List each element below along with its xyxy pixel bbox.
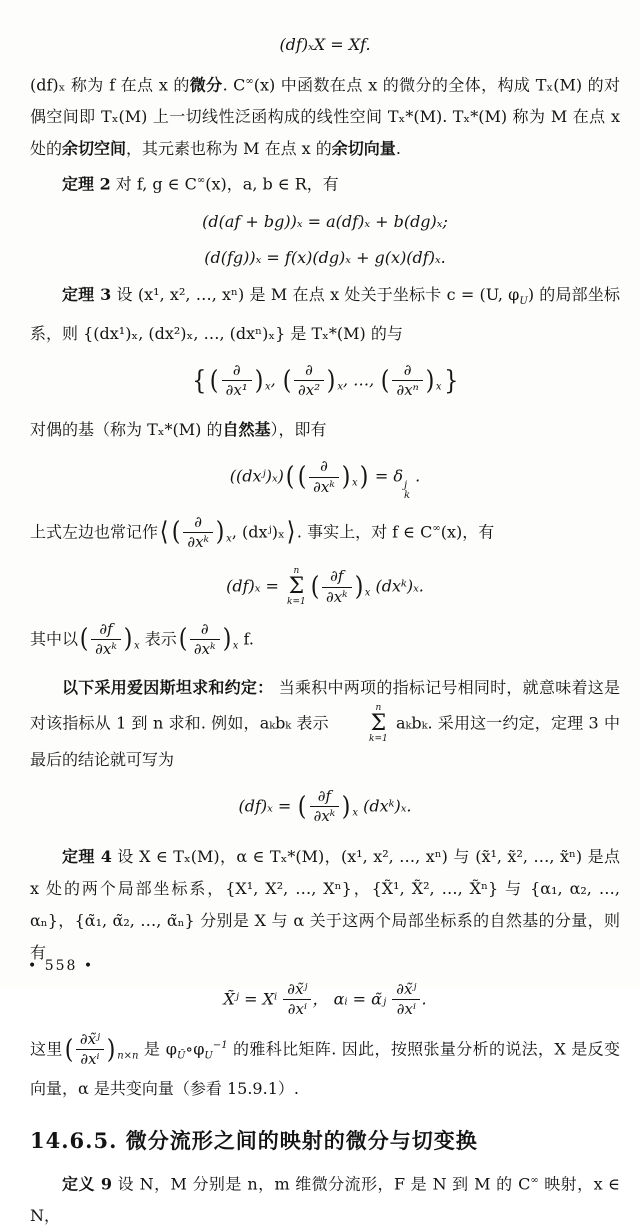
big-delimiter: ) xyxy=(341,462,351,493)
text-run: X̃ʲ = Xⁱ xyxy=(223,988,283,1008)
big-delimiter: ) xyxy=(359,462,369,493)
subscript: x xyxy=(435,381,442,393)
subscript: x xyxy=(134,640,140,652)
big-delimiter: ( xyxy=(210,365,219,396)
big-delimiter: ( xyxy=(64,1034,74,1065)
text-run: 设 X ∈ Tₓ(M)，α ∈ Tₓ*(M)，(x¹, x², …, xⁿ) 与 (x̃¹, x̃², …, x̃ⁿ) 是点 x 处的两个局部坐标系，{X¹, X², …, Xⁿ}，{X̃¹, X̃², …, X̃ⁿ} 与 {α₁, α₂, …, αₙ}，{α̃₁, α̃₂, …, α̃ₙ} 分别是 X 与 α 关于这两个局部坐标系的自然基的分量，则有 xyxy=(30,846,620,962)
text-run: ((dxʲ)ₓ) xyxy=(229,466,284,486)
text-run: 表示 xyxy=(139,628,177,648)
big-delimiter: ( xyxy=(282,365,292,396)
subscript: x xyxy=(226,533,232,545)
paragraph-pairing-notation xyxy=(30,513,620,556)
text-run: (d(fg))ₓ = f(x)(dg)ₓ + g(x)(df)ₓ. xyxy=(204,247,446,267)
paragraph-differential-definition xyxy=(30,66,620,165)
bold-text-run: 定理 3 xyxy=(62,284,112,304)
big-delimiter: ( xyxy=(381,365,390,396)
text-run: (x)，有 xyxy=(440,521,495,541)
text-run: ， αᵢ = α̃ⱼ xyxy=(312,988,392,1008)
big-delimiter: ( xyxy=(298,791,307,822)
fraction: $\frac{\partial}{\text{∂xᵏ}}$ xyxy=(183,514,213,552)
superscript: −1 xyxy=(212,1040,228,1052)
fraction: $\frac{\partial}{\text{∂xᵏ}}$ xyxy=(190,621,220,659)
big-delimiter: ) xyxy=(342,791,351,822)
text-run: ，其元素也称为 M 在点 x 的 xyxy=(126,139,332,159)
subscript: U xyxy=(204,1050,213,1062)
bold-text-run: 定理 4 xyxy=(62,846,112,866)
text-run: , …, xyxy=(342,370,380,390)
fraction: $\frac{\partial}{\text{∂xᵏ}}$ xyxy=(309,458,339,496)
big-delimiter: ( xyxy=(285,462,295,493)
summation-sign: n Σ k=1 xyxy=(287,566,306,608)
paragraph-partial-notation xyxy=(30,621,620,662)
big-delimiter: ⟩ xyxy=(286,517,296,548)
theorem-2-statement xyxy=(30,165,620,200)
fraction: $\frac{\partial}{\text{∂x¹}}$ xyxy=(222,362,252,400)
subscript: x xyxy=(352,477,358,489)
text-run: 的雅科比矩阵. 因此，按照张量分析的说法，X 是反变向量，α 是共变向量（参看 15.9.1）. xyxy=(30,1039,620,1098)
text-run: ) 的局部坐标系，则 {(dx¹)ₓ, (dx²)ₓ, …, (dxⁿ)ₓ} 是 Tₓ*(M) 的与 xyxy=(30,284,620,343)
text-run: (dxᵏ)ₓ. xyxy=(370,576,424,596)
bold-text-run: 余切空间 xyxy=(62,139,127,159)
text-run: 映射，x ∈ N， xyxy=(30,1173,620,1225)
paragraph-jacobian-remark xyxy=(30,1030,620,1105)
text-run: . xyxy=(395,139,401,159)
text-run: aₖbₖ. 采用这一约定，定理 3 中最后的结论就可写为 xyxy=(30,713,620,770)
big-delimiter: ( xyxy=(310,572,320,603)
paragraph-einstein-convention xyxy=(30,672,620,776)
subscript: x xyxy=(264,381,271,393)
stacked-indices: j k xyxy=(404,479,411,501)
text-run: 当乘积中两项的指标记号相同时，就意味着这是对该指标从 1 到 n 求和. 例如，aₖbₖ 表示 xyxy=(30,678,620,733)
text-run: ∘φ xyxy=(185,1039,205,1059)
text-run: = δ xyxy=(369,466,404,486)
text-run: , xyxy=(270,370,281,390)
big-delimiter: ) xyxy=(222,624,231,655)
fraction: $\frac{\partial}{\text{∂xⁿ}}$ xyxy=(392,362,422,400)
subscript: Ũ xyxy=(176,1050,186,1062)
text-run: . 事实上，对 f ∈ C xyxy=(296,521,433,541)
text-run: (df)ₓ 称为 f 在点 x 的 xyxy=(30,75,190,95)
bold-text-run: 微分 xyxy=(189,75,223,95)
text-run: f. xyxy=(238,628,254,648)
summation-sign: n Σ k=1 xyxy=(369,703,388,745)
subscript: x xyxy=(364,587,371,599)
text-run: 设 N，M 分别是 n，m 维微分流形，F 是 N 到 M 的 C xyxy=(112,1173,531,1193)
bold-text-run: 定理 2 xyxy=(62,174,111,194)
text-run: 这里 xyxy=(30,1039,63,1059)
superscript: ∞ xyxy=(245,76,254,87)
formula-linearity xyxy=(30,207,620,237)
text-run: 是 φ xyxy=(138,1039,177,1059)
fraction: $\frac{\partial}{\text{∂x²}}$ xyxy=(294,362,324,400)
fraction: $\frac{\partial f}{\text{∂xᵏ}}$ xyxy=(322,568,352,606)
text-run: (df)ₓ = xyxy=(226,576,285,596)
bold-text-run: 自然基 xyxy=(222,420,271,440)
section-heading: 14.6.5. 微分流形之间的映射的微分与切变换 xyxy=(30,1127,478,1153)
subscript: n×n xyxy=(117,1050,139,1062)
formula-component-transform xyxy=(30,981,620,1019)
theorem-3-statement xyxy=(30,279,620,350)
text-run: (df)ₓ = xyxy=(238,796,297,816)
text-run: 对 f, g ∈ C xyxy=(110,174,197,194)
subscript: x xyxy=(352,807,359,819)
bold-text-run: 余切向量 xyxy=(331,139,396,159)
text-run: 上式左边也常记作 xyxy=(30,521,159,541)
big-delimiter: ) xyxy=(326,365,336,396)
big-delimiter: ( xyxy=(297,462,307,493)
formula-leibniz xyxy=(30,243,620,273)
bold-text-run: 以下采用爱因斯坦求和约定： xyxy=(62,678,274,698)
definition-9-statement xyxy=(30,1165,620,1232)
subscript: x xyxy=(232,640,239,652)
formula-kronecker-delta xyxy=(30,458,620,500)
subscript: x xyxy=(337,381,343,393)
fraction: $\frac{\text{∂x̃ʲ}}{\text{∂xⁱ}}$ xyxy=(76,1031,104,1069)
text-run: 对偶的基（称为 Tₓ*(M) 的 xyxy=(30,420,223,440)
text-run: 其中以 xyxy=(30,628,79,648)
text-run: (x) 中函数在点 x 的微分的全体，构成 Tₓ(M) 的对偶空间即 Tₓ(M) 上一切线性泛函构成的线性空间 Tₓ*(M). Tₓ*(M) 称为 M 在点 x 处的 xyxy=(30,75,620,159)
text-run: (x)，a, b ∈ R，有 xyxy=(205,174,339,194)
formula-einstein-form xyxy=(30,788,620,828)
big-delimiter: ) xyxy=(123,624,133,655)
subscript: U xyxy=(519,295,528,307)
fraction: $\frac{\partial f}{\text{∂xᵏ}}$ xyxy=(91,621,121,659)
text-run: (dxᵏ)ₓ. xyxy=(358,796,412,816)
fraction: $\frac{\text{∂x̃ʲ}}{\text{∂xⁱ}}$ xyxy=(283,981,311,1019)
big-delimiter: ( xyxy=(171,517,181,548)
big-delimiter: ) xyxy=(215,517,225,548)
big-delimiter: ) xyxy=(106,1034,116,1065)
big-delimiter: ) xyxy=(254,365,264,396)
formula-natural-basis xyxy=(30,362,620,402)
superscript: ∞ xyxy=(432,522,441,534)
text-run: , (dxʲ)ₓ xyxy=(231,521,285,541)
text-run: (d(af + bg))ₓ = a(df)ₓ + b(dg)ₓ; xyxy=(202,211,448,231)
formula-differential-expansion xyxy=(30,567,620,609)
big-delimiter: { xyxy=(192,365,207,396)
paragraph-dual-basis xyxy=(30,414,620,446)
superscript: ∞ xyxy=(530,1174,539,1186)
fraction: $\frac{\text{∂x̃ʲ}}{\text{∂xⁱ}}$ xyxy=(392,981,420,1019)
big-delimiter: ⟨ xyxy=(159,517,169,548)
theorem-4-statement xyxy=(30,841,620,969)
big-delimiter: ( xyxy=(178,624,188,655)
big-delimiter: ) xyxy=(354,572,364,603)
text-run: . xyxy=(421,988,427,1008)
big-delimiter: ( xyxy=(79,624,89,655)
fraction: $\frac{\partial f}{\text{∂xᵏ}}$ xyxy=(310,788,340,826)
page-number: • 558 • xyxy=(28,958,95,974)
text-run: 设 (x¹, x², …, xⁿ) 是 M 在点 x 处关于坐标卡 c = (U, φ xyxy=(111,284,520,304)
text-run: (df)ₓX = Xf. xyxy=(279,35,371,54)
formula-df-action xyxy=(30,30,620,60)
text-run: ），即有 xyxy=(270,420,327,440)
big-delimiter: ) xyxy=(425,365,435,396)
superscript: ∞ xyxy=(196,175,206,187)
bold-text-run: 定义 9 xyxy=(62,1173,113,1193)
text-run: . xyxy=(410,466,421,486)
text-run: . C xyxy=(222,75,246,95)
big-delimiter: } xyxy=(443,365,458,396)
